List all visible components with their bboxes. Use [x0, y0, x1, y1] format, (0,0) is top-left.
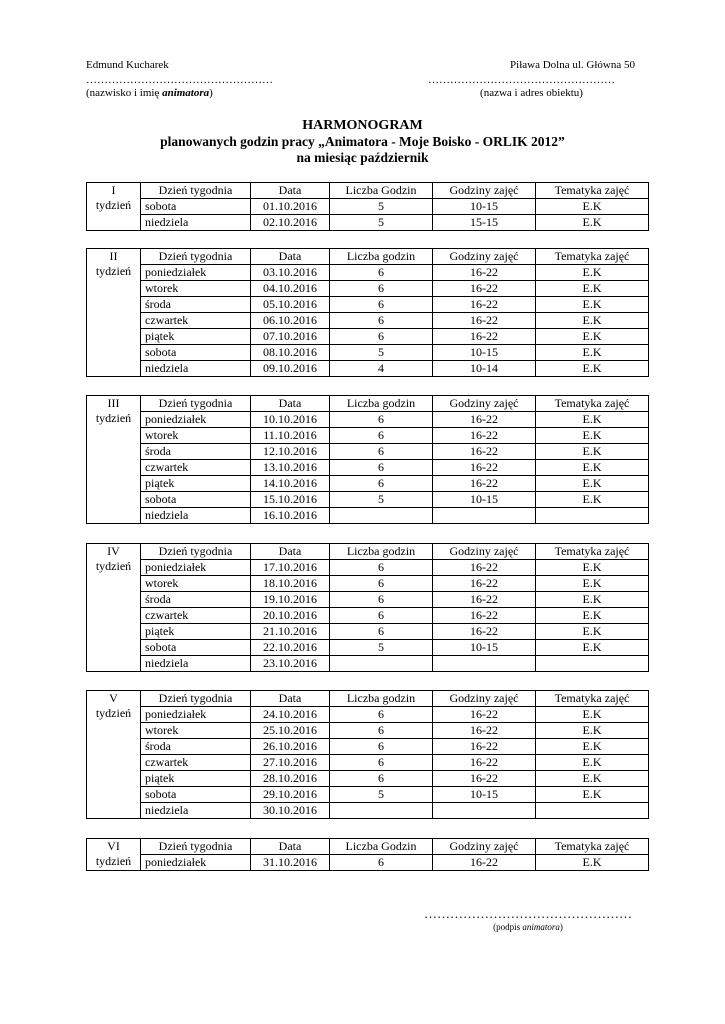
- table-row: [87, 329, 649, 345]
- topic-cell: E.K: [536, 444, 649, 460]
- day-cell: poniedziałek: [141, 265, 251, 281]
- hours-count-cell: [330, 656, 433, 672]
- column-header: Liczba Godzin: [330, 839, 433, 855]
- topic-cell: E.K: [536, 329, 649, 345]
- column-header: Data: [251, 691, 330, 707]
- facility-address-dots: ……………………………………………: [428, 74, 615, 86]
- column-header: Liczba godzin: [330, 691, 433, 707]
- topic-cell: E.K: [536, 640, 649, 656]
- topic-cell: E.K: [536, 313, 649, 329]
- signature-caption-text: (podpis: [493, 922, 523, 932]
- hours-range-cell: 16-22: [433, 576, 536, 592]
- hours-range-cell: [433, 656, 536, 672]
- table-row: [87, 281, 649, 297]
- week-number: I: [111, 183, 116, 197]
- table-row: [87, 723, 649, 739]
- column-header: Tematyka zajęć: [536, 544, 649, 560]
- document-title: [0, 118, 725, 166]
- day-cell: niedziela: [141, 803, 251, 819]
- column-header: Data: [251, 839, 330, 855]
- date-cell: 07.10.2016: [251, 329, 330, 345]
- hours-range-cell: 16-22: [433, 297, 536, 313]
- day-cell: niedziela: [141, 215, 251, 231]
- date-cell: 21.10.2016: [251, 624, 330, 640]
- animator-name-dots: ……………………………………………: [86, 74, 273, 86]
- day-cell: poniedziałek: [141, 560, 251, 576]
- topic-cell: E.K: [536, 361, 649, 377]
- week-number: II: [109, 249, 118, 263]
- hours-count-cell: 6: [330, 428, 433, 444]
- day-cell: niedziela: [141, 656, 251, 672]
- day-cell: piątek: [141, 771, 251, 787]
- topic-cell: E.K: [536, 576, 649, 592]
- table-row: [87, 640, 649, 656]
- table-header-row: [87, 396, 649, 412]
- hours-count-cell: [330, 803, 433, 819]
- date-cell: 13.10.2016: [251, 460, 330, 476]
- hours-range-cell: 16-22: [433, 592, 536, 608]
- column-header: Tematyka zajęć: [536, 839, 649, 855]
- table-row: [87, 428, 649, 444]
- table-row: [87, 787, 649, 803]
- column-header: Dzień tygodnia: [141, 183, 251, 199]
- hours-count-cell: 6: [330, 281, 433, 297]
- hours-count-cell: 6: [330, 576, 433, 592]
- hours-count-cell: 6: [330, 313, 433, 329]
- column-header: Godziny zajęć: [433, 544, 536, 560]
- table-header-row: [87, 691, 649, 707]
- column-header: Liczba godzin: [330, 396, 433, 412]
- week-word: tydzień: [95, 411, 132, 425]
- day-cell: poniedziałek: [141, 412, 251, 428]
- column-header: Godziny zajęć: [433, 839, 536, 855]
- day-cell: sobota: [141, 640, 251, 656]
- day-cell: czwartek: [141, 460, 251, 476]
- date-cell: 24.10.2016: [251, 707, 330, 723]
- day-cell: środa: [141, 739, 251, 755]
- topic-cell: [536, 656, 649, 672]
- date-cell: 01.10.2016: [251, 199, 330, 215]
- hours-count-cell: 6: [330, 329, 433, 345]
- column-header: Liczba godzin: [330, 249, 433, 265]
- hours-count-cell: 6: [330, 560, 433, 576]
- topic-cell: E.K: [536, 592, 649, 608]
- day-cell: wtorek: [141, 576, 251, 592]
- topic-cell: E.K: [536, 460, 649, 476]
- topic-cell: E.K: [536, 608, 649, 624]
- week-label: [87, 544, 141, 672]
- hours-count-cell: 5: [330, 640, 433, 656]
- table-row: [87, 412, 649, 428]
- hours-count-cell: 4: [330, 361, 433, 377]
- table-row: [87, 265, 649, 281]
- hours-count-cell: 6: [330, 624, 433, 640]
- hours-range-cell: 10-15: [433, 492, 536, 508]
- week-table: [86, 395, 649, 524]
- hours-count-cell: [330, 508, 433, 524]
- topic-cell: E.K: [536, 412, 649, 428]
- hours-range-cell: 16-22: [433, 608, 536, 624]
- table-row: [87, 576, 649, 592]
- table-row: [87, 508, 649, 524]
- table-row: [87, 560, 649, 576]
- topic-cell: E.K: [536, 787, 649, 803]
- hours-count-cell: 6: [330, 297, 433, 313]
- date-cell: 25.10.2016: [251, 723, 330, 739]
- table-row: [87, 608, 649, 624]
- hours-count-cell: 6: [330, 755, 433, 771]
- table-row: [87, 707, 649, 723]
- date-cell: 27.10.2016: [251, 755, 330, 771]
- hours-count-cell: 5: [330, 215, 433, 231]
- column-header: Dzień tygodnia: [141, 396, 251, 412]
- table-row: [87, 345, 649, 361]
- column-header: Liczba godzin: [330, 544, 433, 560]
- date-cell: 14.10.2016: [251, 476, 330, 492]
- day-cell: czwartek: [141, 755, 251, 771]
- week-number: IV: [107, 544, 120, 558]
- day-cell: niedziela: [141, 508, 251, 524]
- animator-name-caption: [86, 87, 273, 99]
- hours-range-cell: 16-22: [433, 707, 536, 723]
- hours-range-cell: 16-22: [433, 460, 536, 476]
- animator-name: Edmund Kucharek: [86, 59, 169, 71]
- hours-count-cell: 6: [330, 855, 433, 871]
- day-cell: poniedziałek: [141, 707, 251, 723]
- title-line-1: HARMONOGRAM: [302, 118, 423, 133]
- table-row: [87, 215, 649, 231]
- day-cell: niedziela: [141, 361, 251, 377]
- date-cell: 30.10.2016: [251, 803, 330, 819]
- day-cell: piątek: [141, 476, 251, 492]
- column-header: Data: [251, 249, 330, 265]
- date-cell: 31.10.2016: [251, 855, 330, 871]
- table-row: [87, 656, 649, 672]
- column-header: Tematyka zajęć: [536, 691, 649, 707]
- column-header: Tematyka zajęć: [536, 249, 649, 265]
- signature-caption-emphasis: animatora: [522, 922, 560, 932]
- topic-cell: E.K: [536, 476, 649, 492]
- column-header: Data: [251, 544, 330, 560]
- title-line-3: na miesiąc październik: [296, 150, 429, 165]
- topic-cell: E.K: [536, 428, 649, 444]
- table-row: [87, 460, 649, 476]
- day-cell: czwartek: [141, 313, 251, 329]
- date-cell: 12.10.2016: [251, 444, 330, 460]
- day-cell: sobota: [141, 787, 251, 803]
- hours-range-cell: 10-15: [433, 345, 536, 361]
- header-right: [428, 59, 635, 99]
- hours-count-cell: 5: [330, 787, 433, 803]
- hours-range-cell: 16-22: [433, 624, 536, 640]
- topic-cell: E.K: [536, 345, 649, 361]
- hours-range-cell: 10-15: [433, 199, 536, 215]
- day-cell: sobota: [141, 345, 251, 361]
- topic-cell: E.K: [536, 492, 649, 508]
- hours-range-cell: 16-22: [433, 265, 536, 281]
- day-cell: piątek: [141, 624, 251, 640]
- topic-cell: E.K: [536, 624, 649, 640]
- hours-range-cell: 16-22: [433, 723, 536, 739]
- hours-count-cell: 5: [330, 199, 433, 215]
- day-cell: środa: [141, 444, 251, 460]
- column-header: Dzień tygodnia: [141, 839, 251, 855]
- hours-range-cell: [433, 803, 536, 819]
- day-cell: wtorek: [141, 281, 251, 297]
- week-number: III: [107, 396, 120, 410]
- hours-count-cell: 6: [330, 592, 433, 608]
- week-table: [86, 248, 649, 377]
- date-cell: 09.10.2016: [251, 361, 330, 377]
- table-row: [87, 771, 649, 787]
- column-header: Dzień tygodnia: [141, 691, 251, 707]
- hours-range-cell: 16-22: [433, 329, 536, 345]
- date-cell: 02.10.2016: [251, 215, 330, 231]
- table-row: [87, 444, 649, 460]
- column-header: Liczba Godzin: [330, 183, 433, 199]
- week-label: [87, 839, 141, 871]
- title-line-2: planowanych godzin pracy „Animatora - Moje Boisko - ORLIK 2012”: [160, 134, 565, 149]
- topic-cell: E.K: [536, 855, 649, 871]
- week-label: [87, 183, 141, 231]
- column-header: Data: [251, 183, 330, 199]
- week-table: [86, 182, 649, 231]
- column-header: Dzień tygodnia: [141, 249, 251, 265]
- header-left: [86, 59, 273, 99]
- table-row: [87, 739, 649, 755]
- hours-range-cell: 16-22: [433, 412, 536, 428]
- table-row: [87, 297, 649, 313]
- topic-cell: E.K: [536, 199, 649, 215]
- topic-cell: E.K: [536, 755, 649, 771]
- table-header-row: [87, 249, 649, 265]
- week-word: tydzień: [95, 264, 132, 278]
- date-cell: 05.10.2016: [251, 297, 330, 313]
- date-cell: 26.10.2016: [251, 739, 330, 755]
- table-header-row: [87, 544, 649, 560]
- week-number: VI: [107, 839, 120, 853]
- column-header: Tematyka zajęć: [536, 396, 649, 412]
- date-cell: 08.10.2016: [251, 345, 330, 361]
- column-header: Godziny zajęć: [433, 183, 536, 199]
- column-header: Data: [251, 396, 330, 412]
- topic-cell: [536, 803, 649, 819]
- date-cell: 28.10.2016: [251, 771, 330, 787]
- facility-address: Piława Dolna ul. Główna 50: [510, 59, 635, 71]
- hours-range-cell: 10-15: [433, 640, 536, 656]
- day-cell: środa: [141, 297, 251, 313]
- column-header: Godziny zajęć: [433, 691, 536, 707]
- topic-cell: E.K: [536, 723, 649, 739]
- date-cell: 10.10.2016: [251, 412, 330, 428]
- week-word: tydzień: [95, 854, 132, 868]
- date-cell: 15.10.2016: [251, 492, 330, 508]
- table-row: [87, 855, 649, 871]
- topic-cell: E.K: [536, 281, 649, 297]
- date-cell: 11.10.2016: [251, 428, 330, 444]
- week-table: [86, 543, 649, 672]
- table-row: [87, 592, 649, 608]
- day-cell: wtorek: [141, 428, 251, 444]
- table-row: [87, 755, 649, 771]
- hours-range-cell: 16-22: [433, 428, 536, 444]
- hours-range-cell: 16-22: [433, 313, 536, 329]
- week-table: [86, 690, 649, 819]
- date-cell: 19.10.2016: [251, 592, 330, 608]
- week-word: tydzień: [95, 198, 132, 212]
- facility-address-caption: (nazwa i adres obiektu): [480, 87, 583, 99]
- hours-range-cell: 16-22: [433, 739, 536, 755]
- table-row: [87, 492, 649, 508]
- hours-range-cell: [433, 508, 536, 524]
- table-header-row: [87, 839, 649, 855]
- topic-cell: E.K: [536, 297, 649, 313]
- table-row: [87, 476, 649, 492]
- hours-count-cell: 6: [330, 460, 433, 476]
- day-cell: sobota: [141, 492, 251, 508]
- hours-count-cell: 6: [330, 771, 433, 787]
- hours-range-cell: 15-15: [433, 215, 536, 231]
- table-row: [87, 624, 649, 640]
- table-row: [87, 313, 649, 329]
- topic-cell: E.K: [536, 560, 649, 576]
- hours-range-cell: 16-22: [433, 855, 536, 871]
- hours-range-cell: 16-22: [433, 281, 536, 297]
- caption-text: (nazwisko i imię: [86, 87, 163, 99]
- hours-range-cell: 10-14: [433, 361, 536, 377]
- topic-cell: [536, 508, 649, 524]
- topic-cell: E.K: [536, 771, 649, 787]
- topic-cell: E.K: [536, 215, 649, 231]
- hours-count-cell: 6: [330, 476, 433, 492]
- hours-range-cell: 16-22: [433, 444, 536, 460]
- week-word: tydzień: [95, 706, 132, 720]
- hours-range-cell: 10-15: [433, 787, 536, 803]
- hours-range-cell: 16-22: [433, 476, 536, 492]
- date-cell: 03.10.2016: [251, 265, 330, 281]
- hours-count-cell: 5: [330, 492, 433, 508]
- caption-emphasis: animatora: [162, 87, 210, 99]
- week-number: V: [109, 691, 118, 705]
- day-cell: czwartek: [141, 608, 251, 624]
- hours-count-cell: 6: [330, 739, 433, 755]
- hours-range-cell: 16-22: [433, 771, 536, 787]
- date-cell: 29.10.2016: [251, 787, 330, 803]
- hours-count-cell: 6: [330, 723, 433, 739]
- date-cell: 06.10.2016: [251, 313, 330, 329]
- week-label: [87, 691, 141, 819]
- day-cell: środa: [141, 592, 251, 608]
- table-row: [87, 803, 649, 819]
- hours-range-cell: 16-22: [433, 560, 536, 576]
- week-word: tydzień: [95, 559, 132, 573]
- topic-cell: E.K: [536, 707, 649, 723]
- week-table: [86, 838, 649, 871]
- date-cell: 17.10.2016: [251, 560, 330, 576]
- date-cell: 04.10.2016: [251, 281, 330, 297]
- day-cell: sobota: [141, 199, 251, 215]
- hours-count-cell: 5: [330, 345, 433, 361]
- hours-range-cell: 16-22: [433, 755, 536, 771]
- signature-dots: …………………………………………: [424, 906, 632, 921]
- day-cell: poniedziałek: [141, 855, 251, 871]
- table-header-row: [87, 183, 649, 199]
- date-cell: 22.10.2016: [251, 640, 330, 656]
- hours-count-cell: 6: [330, 412, 433, 428]
- signature-caption: [418, 922, 638, 932]
- date-cell: 16.10.2016: [251, 508, 330, 524]
- topic-cell: E.K: [536, 739, 649, 755]
- hours-count-cell: 6: [330, 444, 433, 460]
- signature-block: [418, 906, 638, 932]
- column-header: Godziny zajęć: [433, 396, 536, 412]
- hours-count-cell: 6: [330, 707, 433, 723]
- date-cell: 20.10.2016: [251, 608, 330, 624]
- column-header: Godziny zajęć: [433, 249, 536, 265]
- signature-caption-end: ): [559, 922, 563, 932]
- week-label: [87, 249, 141, 377]
- table-row: [87, 199, 649, 215]
- date-cell: 23.10.2016: [251, 656, 330, 672]
- hours-count-cell: 6: [330, 265, 433, 281]
- date-cell: 18.10.2016: [251, 576, 330, 592]
- caption-text-end: ): [209, 87, 213, 99]
- week-label: [87, 396, 141, 524]
- hours-count-cell: 6: [330, 608, 433, 624]
- day-cell: piątek: [141, 329, 251, 345]
- topic-cell: E.K: [536, 265, 649, 281]
- day-cell: wtorek: [141, 723, 251, 739]
- column-header: Dzień tygodnia: [141, 544, 251, 560]
- column-header: Tematyka zajęć: [536, 183, 649, 199]
- table-row: [87, 361, 649, 377]
